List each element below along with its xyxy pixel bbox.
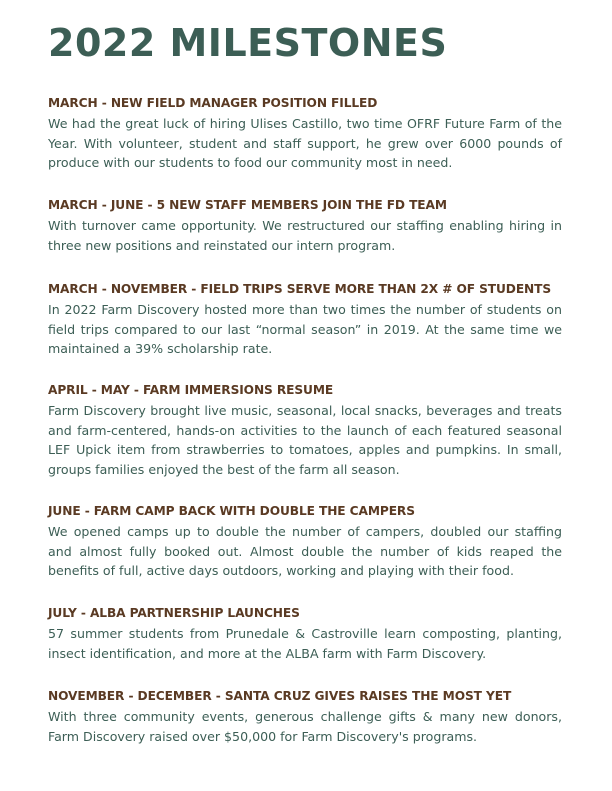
milestone-field-manager [48,95,562,173]
page-title: 2022 MILESTONES [48,21,448,65]
milestone-body: With turnover came opportunity. We restructured our staffing enabling hiring in three new positions and reinstated our intern program. [48,218,562,253]
milestone-heading: MARCH - JUNE - 5 NEW STAFF MEMBERS JOIN THE FD TEAM [48,198,447,212]
milestone-farm-immersions [48,382,562,479]
milestone-alba-partnership [48,605,562,663]
milestone-field-trips [48,281,562,359]
milestone-body: With three community events, generous challenge gifts & many new donors, Farm Discovery raised over $50,000 for Farm Discovery's programs. [48,709,562,744]
milestone-staff-members [48,197,562,255]
milestone-santa-cruz-gives [48,688,562,746]
milestone-body: Farm Discovery brought live music, seasonal, local snacks, beverages and treats and farm-centered, hands-on activities to the launch of each featured seasonal LEF Upick item from strawberries to tomatoes, apples and pumpkins. In small, groups families enjoyed the best of the farm all season. [48,403,562,477]
milestone-body: We had the great luck of hiring Ulises Castillo, two time OFRF Future Farm of the Year. With volunteer, student and staff support, he grew over 6000 pounds of produce with our students to food our community most in need. [48,116,562,170]
milestone-heading: MARCH - NEW FIELD MANAGER POSITION FILLED [48,96,378,110]
milestone-heading: NOVEMBER - DECEMBER - SANTA CRUZ GIVES RAISES THE MOST YET [48,689,512,703]
milestone-heading: MARCH - NOVEMBER - FIELD TRIPS SERVE MORE THAN 2X # OF STUDENTS [48,282,552,296]
milestone-heading: APRIL - MAY - FARM IMMERSIONS RESUME [48,383,334,397]
milestone-body: We opened camps up to double the number of campers, doubled our staffing and almost fully booked out. Almost double the number of kids reaped the benefits of full, active days outdoors, working and playing with their food. [48,524,562,578]
milestone-heading: JULY - ALBA PARTNERSHIP LAUNCHES [48,606,300,620]
milestone-farm-camp [48,503,562,581]
milestone-heading: JUNE - FARM CAMP BACK WITH DOUBLE THE CAMPERS [48,504,415,518]
milestone-body: 57 summer students from Prunedale & Castroville learn composting, planting, insect identification, and more at the ALBA farm with Farm Discovery. [48,626,562,661]
milestone-body: In 2022 Farm Discovery hosted more than two times the number of students on field trips compared to our last “normal season” in 2019. At the same time we maintained a 39% scholarship rate. [48,302,562,356]
